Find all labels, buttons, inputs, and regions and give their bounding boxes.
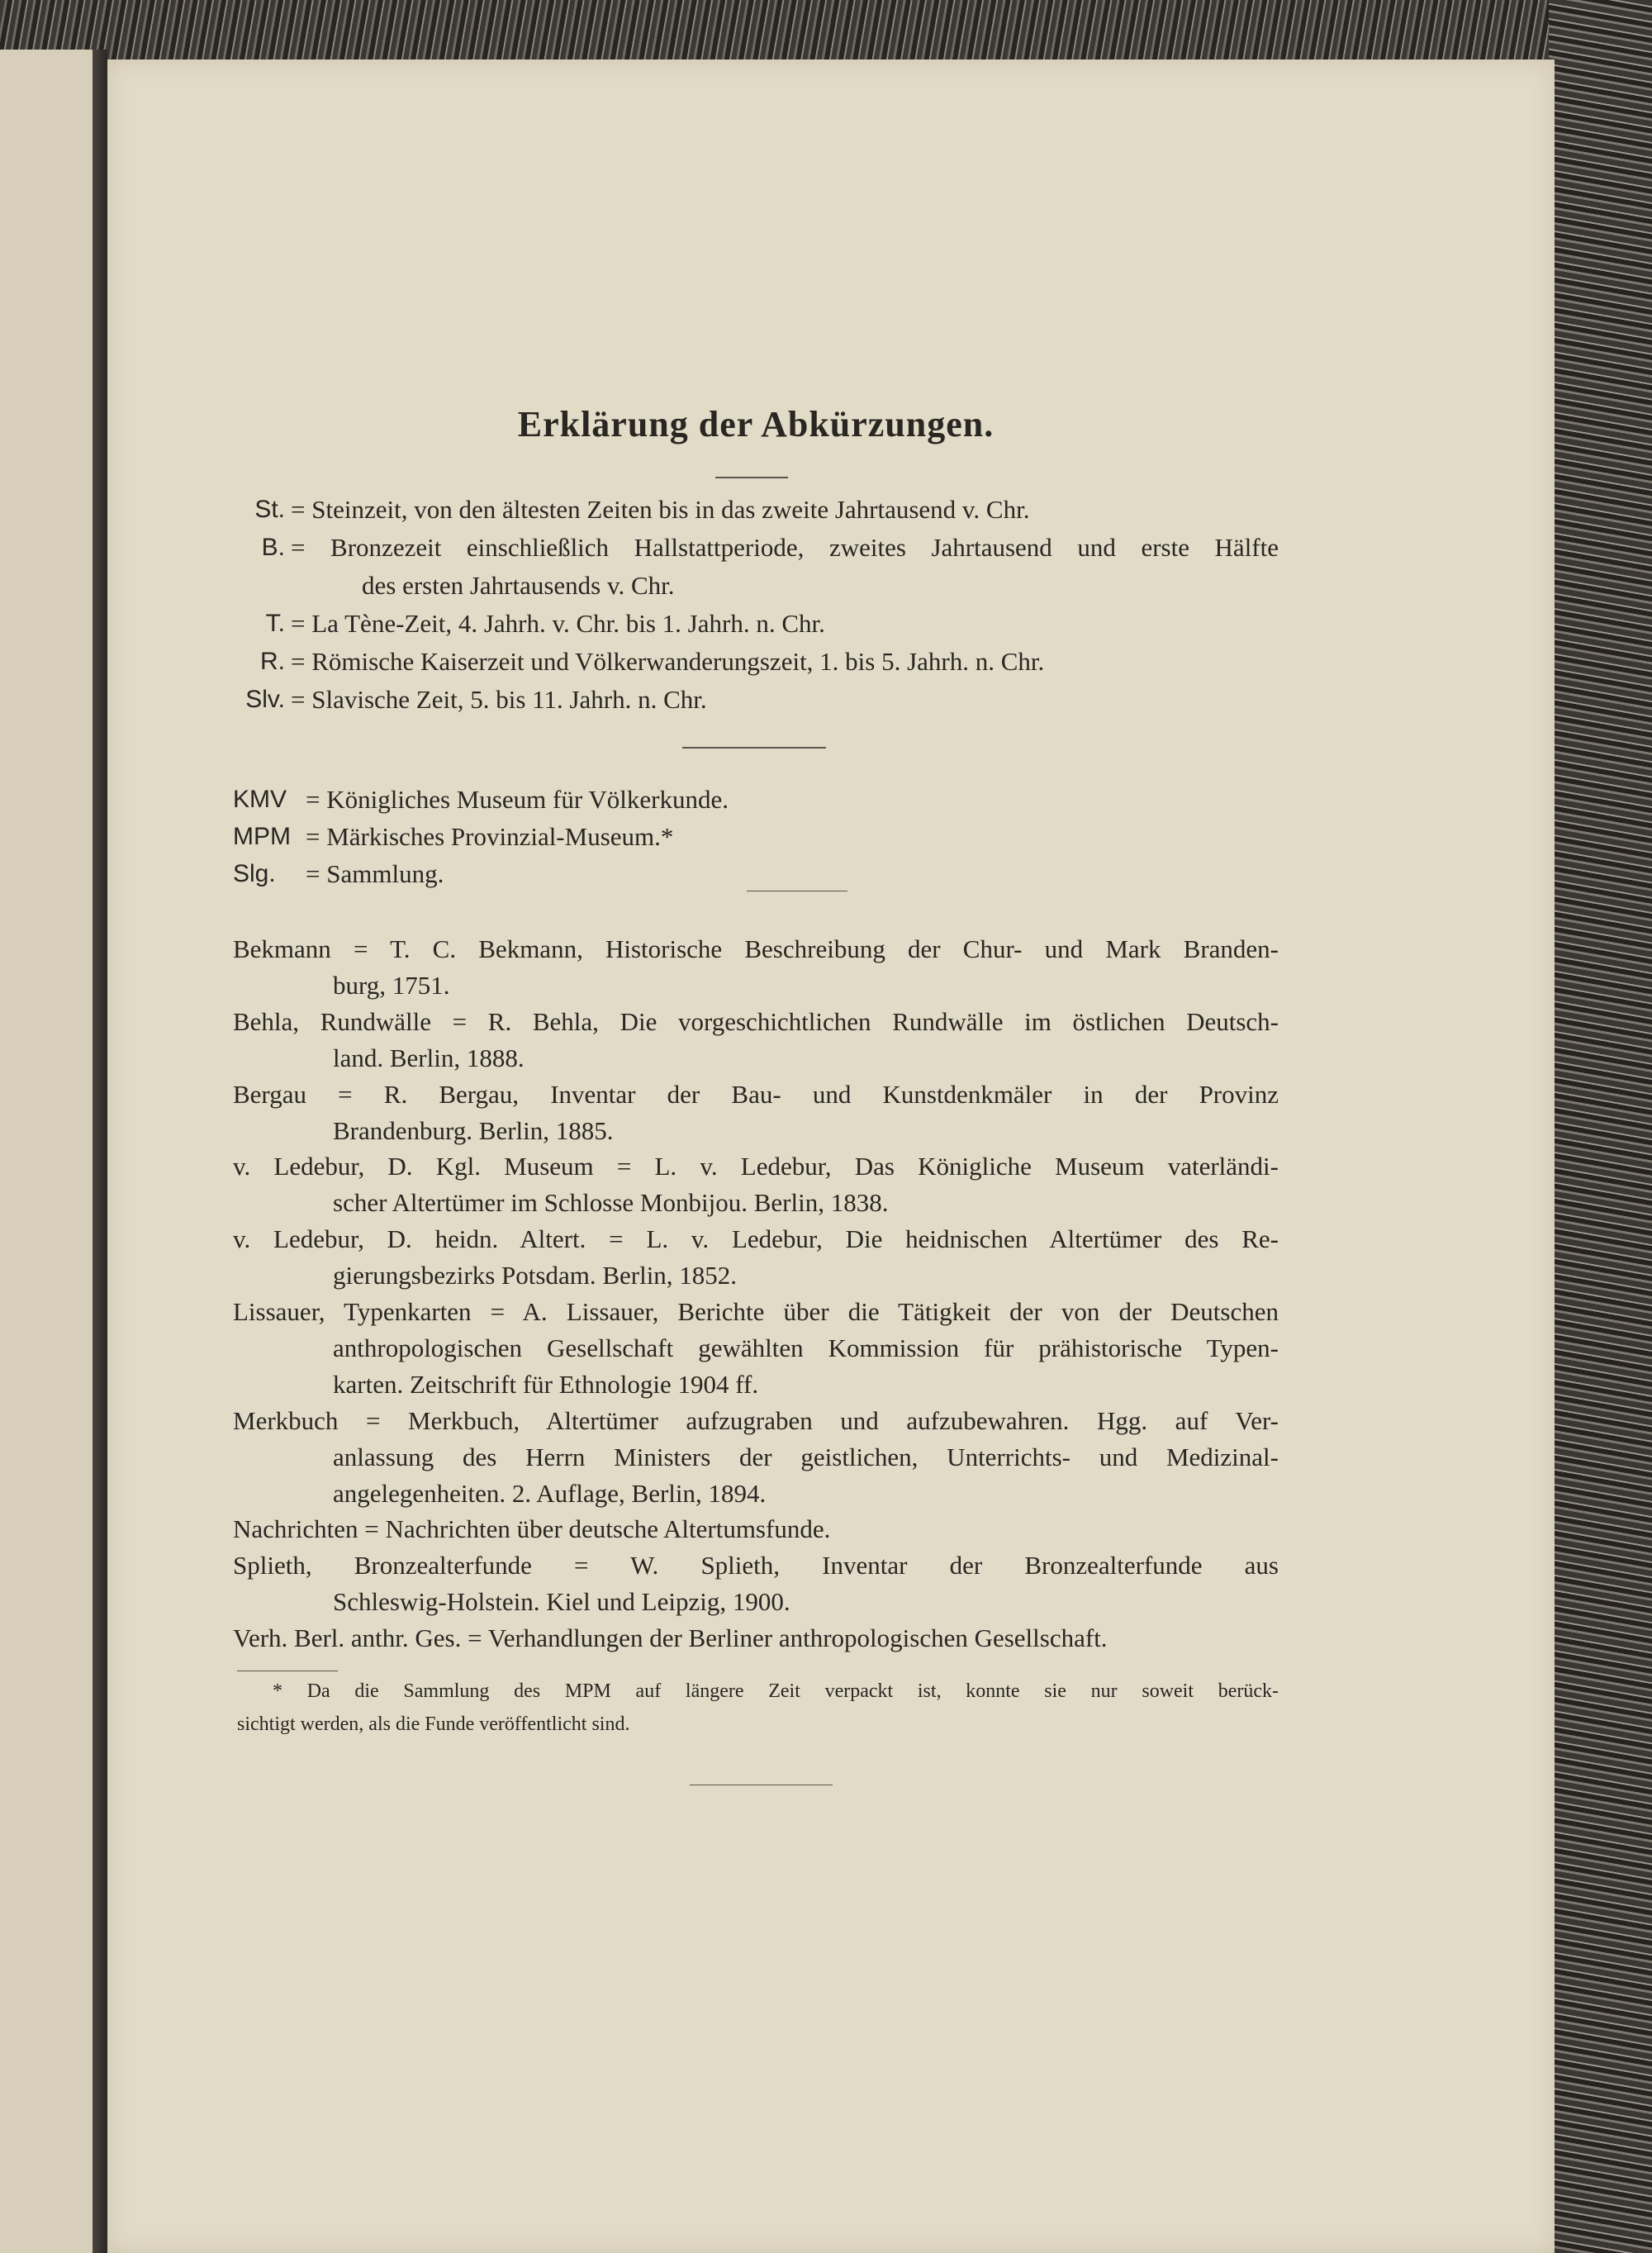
period-definition: des ersten Jahrtausends v. Chr. <box>362 571 675 600</box>
literature-entry-line: Behla, Rundwälle = R. Behla, Die vorgeschichtlichen Rundwälle im östlichen Deutsch- <box>233 1006 1279 1036</box>
book-edge-right <box>1549 0 1652 2253</box>
literature-entry-line: Nachrichten = Nachrichten über deutsche Altertumsfunde. <box>233 1514 831 1544</box>
literature-entry-line: Bekmann = T. C. Bekmann, Historische Beschreibung der Chur- und Mark Branden- <box>233 934 1279 963</box>
literature-entry-line: gierungsbezirks Potsdam. Berlin, 1852. <box>333 1261 738 1290</box>
literature-entry-line: Lissauer, Typenkarten = A. Lissauer, Berichte über die Tätigkeit der von der Deutschen <box>233 1297 1279 1326</box>
literature-entry-line: angelegenheiten. 2. Auflage, Berlin, 1894. <box>333 1478 767 1508</box>
period-abbr: T. <box>265 610 285 637</box>
period-abbr: St. <box>254 496 285 523</box>
literature-entry-line: scher Altertümer im Schlosse Monbijou. Berlin, 1838. <box>333 1188 889 1218</box>
section-rule <box>682 747 826 749</box>
institution-abbr: KMV <box>233 786 287 813</box>
footnote-line: * Da die Sammlung des MPM auf längere Zeit verpackt ist, konnte sie nur soweit berück- <box>273 1680 1279 1702</box>
institution-abbr: MPM <box>233 823 291 850</box>
institution-definition: = Sammlung. <box>306 859 444 888</box>
institution-definition: = Märkisches Provinzial-Museum.* <box>306 822 674 851</box>
literature-entry-line: Splieth, Bronzealterfunde = W. Splieth, Inventar der Bronzealterfunde aus <box>233 1551 1279 1580</box>
literature-entry-line: Schleswig-Holstein. Kiel und Leipzig, 1900. <box>333 1587 790 1617</box>
literature-entry-line: land. Berlin, 1888. <box>333 1043 525 1072</box>
book-gutter <box>93 50 107 2253</box>
literature-entry-line: karten. Zeitschrift für Ethnologie 1904 ff. <box>333 1369 759 1399</box>
period-definition: = Steinzeit, von den ältesten Zeiten bis in das zweite Jahrtausend v. Chr. <box>291 495 1030 524</box>
literature-entry-line: anlassung des Herrn Ministers der geistlichen, Unterrichts- und Medizinal- <box>333 1442 1279 1471</box>
period-definition: = La Tène-Zeit, 4. Jahrh. v. Chr. bis 1. Jahrh. n. Chr. <box>291 609 825 638</box>
period-abbr: B. <box>261 534 285 561</box>
book-edge-top <box>0 0 1652 62</box>
institution-abbr: Slg. <box>233 860 276 887</box>
literature-entry-line: Verh. Berl. anthr. Ges. = Verhandlungen der Berliner anthropologischen Gesellschaft. <box>233 1623 1108 1653</box>
period-definition: = Slavische Zeit, 5. bis 11. Jahrh. n. Chr. <box>291 685 707 714</box>
literature-entry-line: v. Ledebur, D. heidn. Altert. = L. v. Ledebur, Die heidnischen Altertümer des Re- <box>233 1224 1279 1254</box>
institution-definition: = Königliches Museum für Völkerkunde. <box>306 785 729 814</box>
literature-entry-line: burg, 1751. <box>333 970 450 1000</box>
period-abbr: R. <box>260 648 285 675</box>
period-definition: = Bronzezeit einschließlich Hallstattperiode, zweites Jahrtausend und erste Hälfte <box>291 533 1279 562</box>
title-rule <box>715 477 788 478</box>
literature-entry-line: Brandenburg. Berlin, 1885. <box>333 1115 614 1145</box>
left-page-edge <box>0 50 93 2253</box>
literature-entry-line: anthropologischen Gesellschaft gewählten Kommission für prähistorische Typen- <box>333 1333 1279 1362</box>
literature-entry-line: v. Ledebur, D. Kgl. Museum = L. v. Ledebur, Das Königliche Museum vaterländi- <box>233 1152 1279 1181</box>
literature-entry-line: Merkbuch = Merkbuch, Altertümer aufzugraben und aufzubewahren. Hgg. auf Ver- <box>233 1405 1279 1435</box>
literature-entry-line: Bergau = R. Bergau, Inventar der Bau- und Kunstdenkmäler in der Provinz <box>233 1079 1279 1109</box>
period-abbr: Slv. <box>245 686 285 713</box>
page-title: Erklärung der Abkürzungen. <box>517 404 995 444</box>
footnote-line: sichtigt werden, als die Funde veröffentlicht sind. <box>237 1714 630 1735</box>
period-definition: = Römische Kaiserzeit und Völkerwanderungszeit, 1. bis 5. Jahrh. n. Chr. <box>291 647 1045 676</box>
